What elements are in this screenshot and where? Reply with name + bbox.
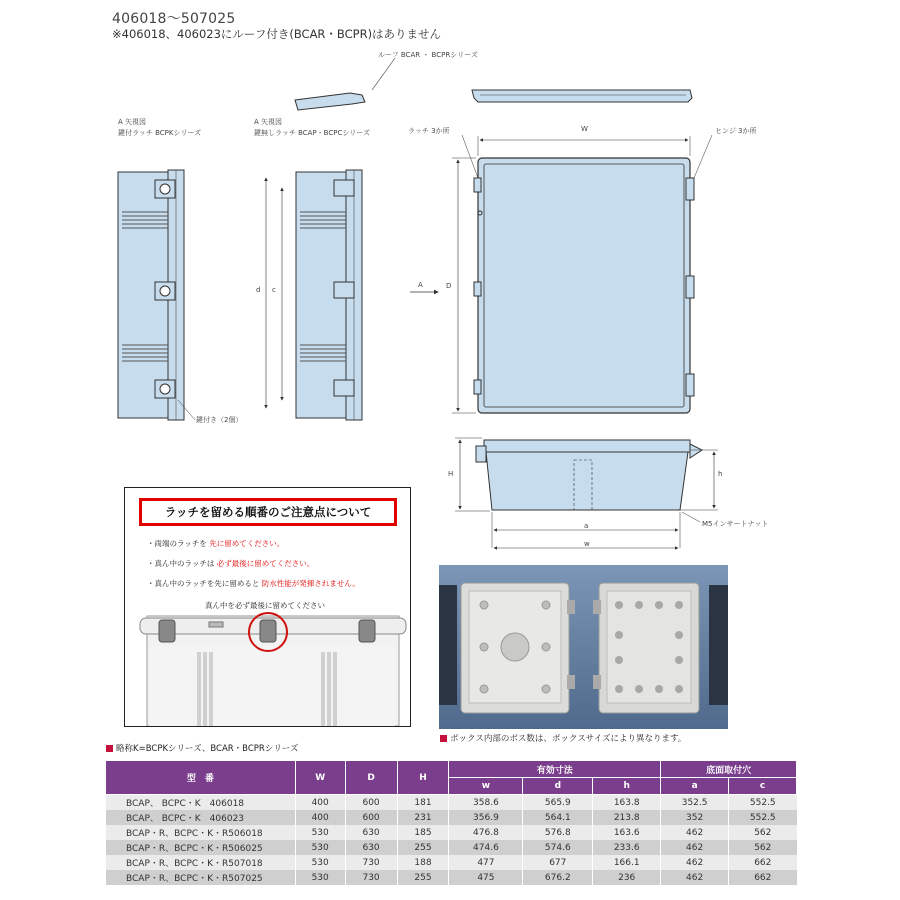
roof-drawing [295,58,692,110]
view-a1-sub: 鍵付ラッチ BCPKシリーズ [118,129,202,137]
cell-H: 255 [397,870,449,885]
cell-H: 188 [397,855,449,870]
cell-c: 562 [729,840,797,855]
cell-W: 530 [295,870,345,885]
th-c: c [729,778,797,795]
view-a2-title: A 矢視図 [254,118,283,126]
caution-bullet-1 [147,538,284,549]
arrow-A: A [418,281,423,289]
cell-d: 676.2 [523,870,593,885]
cell-d: 677 [523,855,593,870]
cell-c: 662 [729,870,797,885]
dim-W: W [581,125,588,133]
caution-figure-caption: 真ん中を必ず最後に留めてください [205,601,325,610]
cell-w: 476.8 [449,825,523,840]
caution-bullet-2-red: 必ず最後に留めてください。 [216,559,315,568]
cell-a: 462 [661,855,729,870]
cell-model: BCAP、 BCPC・K 406023 [106,810,296,825]
dim-c: c [272,286,276,294]
cell-a: 462 [661,825,729,840]
cell-c: 552.5 [729,810,797,825]
th-w: w [449,778,523,795]
dim-a: a [584,522,589,530]
cell-w: 477 [449,855,523,870]
th-D: D [345,761,397,795]
th-H: H [397,761,449,795]
th-a: a [661,778,729,795]
cell-a: 352 [661,810,729,825]
cell-h: 236 [593,870,661,885]
cell-a: 462 [661,870,729,885]
table-row [106,840,797,855]
cell-h: 213.8 [593,810,661,825]
view-a2-sub: 鍵無しラッチ BCAP・BCPCシリーズ [254,129,370,137]
cell-w: 474.6 [449,840,523,855]
series-note [106,742,298,754]
cell-d: 565.9 [523,795,593,811]
caution-bullet-3-pre: ・真ん中のラッチを先に留めると [147,579,260,588]
cell-model: BCAP、 BCPC・K 406018 [106,795,296,811]
cell-H: 231 [397,810,449,825]
key-label: 鍵付き（2個） [196,416,243,424]
cell-H: 255 [397,840,449,855]
cell-model: BCAP・R、BCPC・K・R507018 [106,855,296,870]
dim-w: w [584,540,590,548]
page-title: 406018～507025 [112,11,236,27]
cell-c: 562 [729,825,797,840]
th-effective: 有効寸法 [449,761,661,778]
cell-D: 730 [345,855,397,870]
caution-bullet-3 [147,578,360,589]
th-model: 型 番 [106,761,296,795]
th-W: W [295,761,345,795]
th-d: d [523,778,593,795]
insert-nut-label: M5インサートナット [702,520,769,528]
cell-model: BCAP・R、BCPC・K・R507025 [106,870,296,885]
cell-h: 163.8 [593,795,661,811]
dim-d: d [256,286,261,294]
series-note-text: 略称K=BCPKシリーズ、BCAR・BCPRシリーズ [116,744,299,754]
cell-W: 530 [295,840,345,855]
latch-label: ラッチ 3か所 [408,127,450,135]
dim-H: H [448,470,454,478]
spec-table [105,760,797,885]
cell-model: BCAP・R、BCPC・K・R506018 [106,825,296,840]
cell-D: 600 [345,810,397,825]
caution-banner: ラッチを留める順番のご注意点について [139,498,397,526]
latch-right [359,620,375,642]
cell-D: 730 [345,870,397,885]
note-marker [440,735,447,742]
cell-D: 630 [345,825,397,840]
cell-a: 352.5 [661,795,729,811]
cell-w: 356.9 [449,810,523,825]
cell-H: 185 [397,825,449,840]
caution-panel [124,487,411,727]
cell-c: 662 [729,855,797,870]
caution-bullet-2 [147,558,314,569]
page-subtitle: ※406018、406023にルーフ付き(BCAR・BCPR)はありません [112,27,442,41]
table-row [106,810,797,825]
caution-bullet-1-red: 先に留めてください。 [209,539,285,548]
cell-w: 475 [449,870,523,885]
latch-left [159,620,175,642]
table-row [106,795,797,811]
roof-label: ルーフ BCAR ・ BCPRシリーズ [378,51,478,59]
cell-h: 166.1 [593,855,661,870]
note-marker [106,745,113,752]
side-view-nonkey [266,170,362,420]
cell-W: 530 [295,855,345,870]
caution-bullet-1-pre: ・両端のラッチを [147,539,207,548]
cell-d: 574.6 [523,840,593,855]
side-view-keyed [118,170,195,420]
cell-d: 564.1 [523,810,593,825]
hinge-label: ヒンジ 3か所 [715,127,757,135]
caution-bullet-3-red: 防水性能が発揮されません。 [261,579,360,588]
cell-H: 181 [397,795,449,811]
caution-bullet-2-pre: ・真ん中のラッチは [147,559,215,568]
table-row [106,825,797,840]
cell-h: 163.6 [593,825,661,840]
cell-a: 462 [661,840,729,855]
table-row [106,855,797,870]
cell-h: 233.6 [593,840,661,855]
front-view [410,135,712,413]
view-a1-title: A 矢視図 [118,118,147,126]
cell-d: 576.8 [523,825,593,840]
cell-model: BCAP・R、BCPC・K・R506025 [106,840,296,855]
cell-D: 630 [345,840,397,855]
bottom-view [455,438,718,548]
cell-c: 552.5 [729,795,797,811]
boss-note [440,732,686,744]
cell-w: 358.6 [449,795,523,811]
th-mount: 底面取付穴 [661,761,797,778]
cell-W: 530 [295,825,345,840]
latch-middle [260,620,276,642]
boss-note-text: ボックス内部のボス数は、ボックスサイズにより異なります。 [450,734,687,744]
box-interior-photo [439,565,728,729]
dim-D: D [446,282,452,290]
th-h: h [593,778,661,795]
cell-D: 600 [345,795,397,811]
table-row [106,870,797,885]
cell-W: 400 [295,810,345,825]
cell-W: 400 [295,795,345,811]
dim-h: h [718,470,723,478]
latch-order-figure [125,608,410,726]
